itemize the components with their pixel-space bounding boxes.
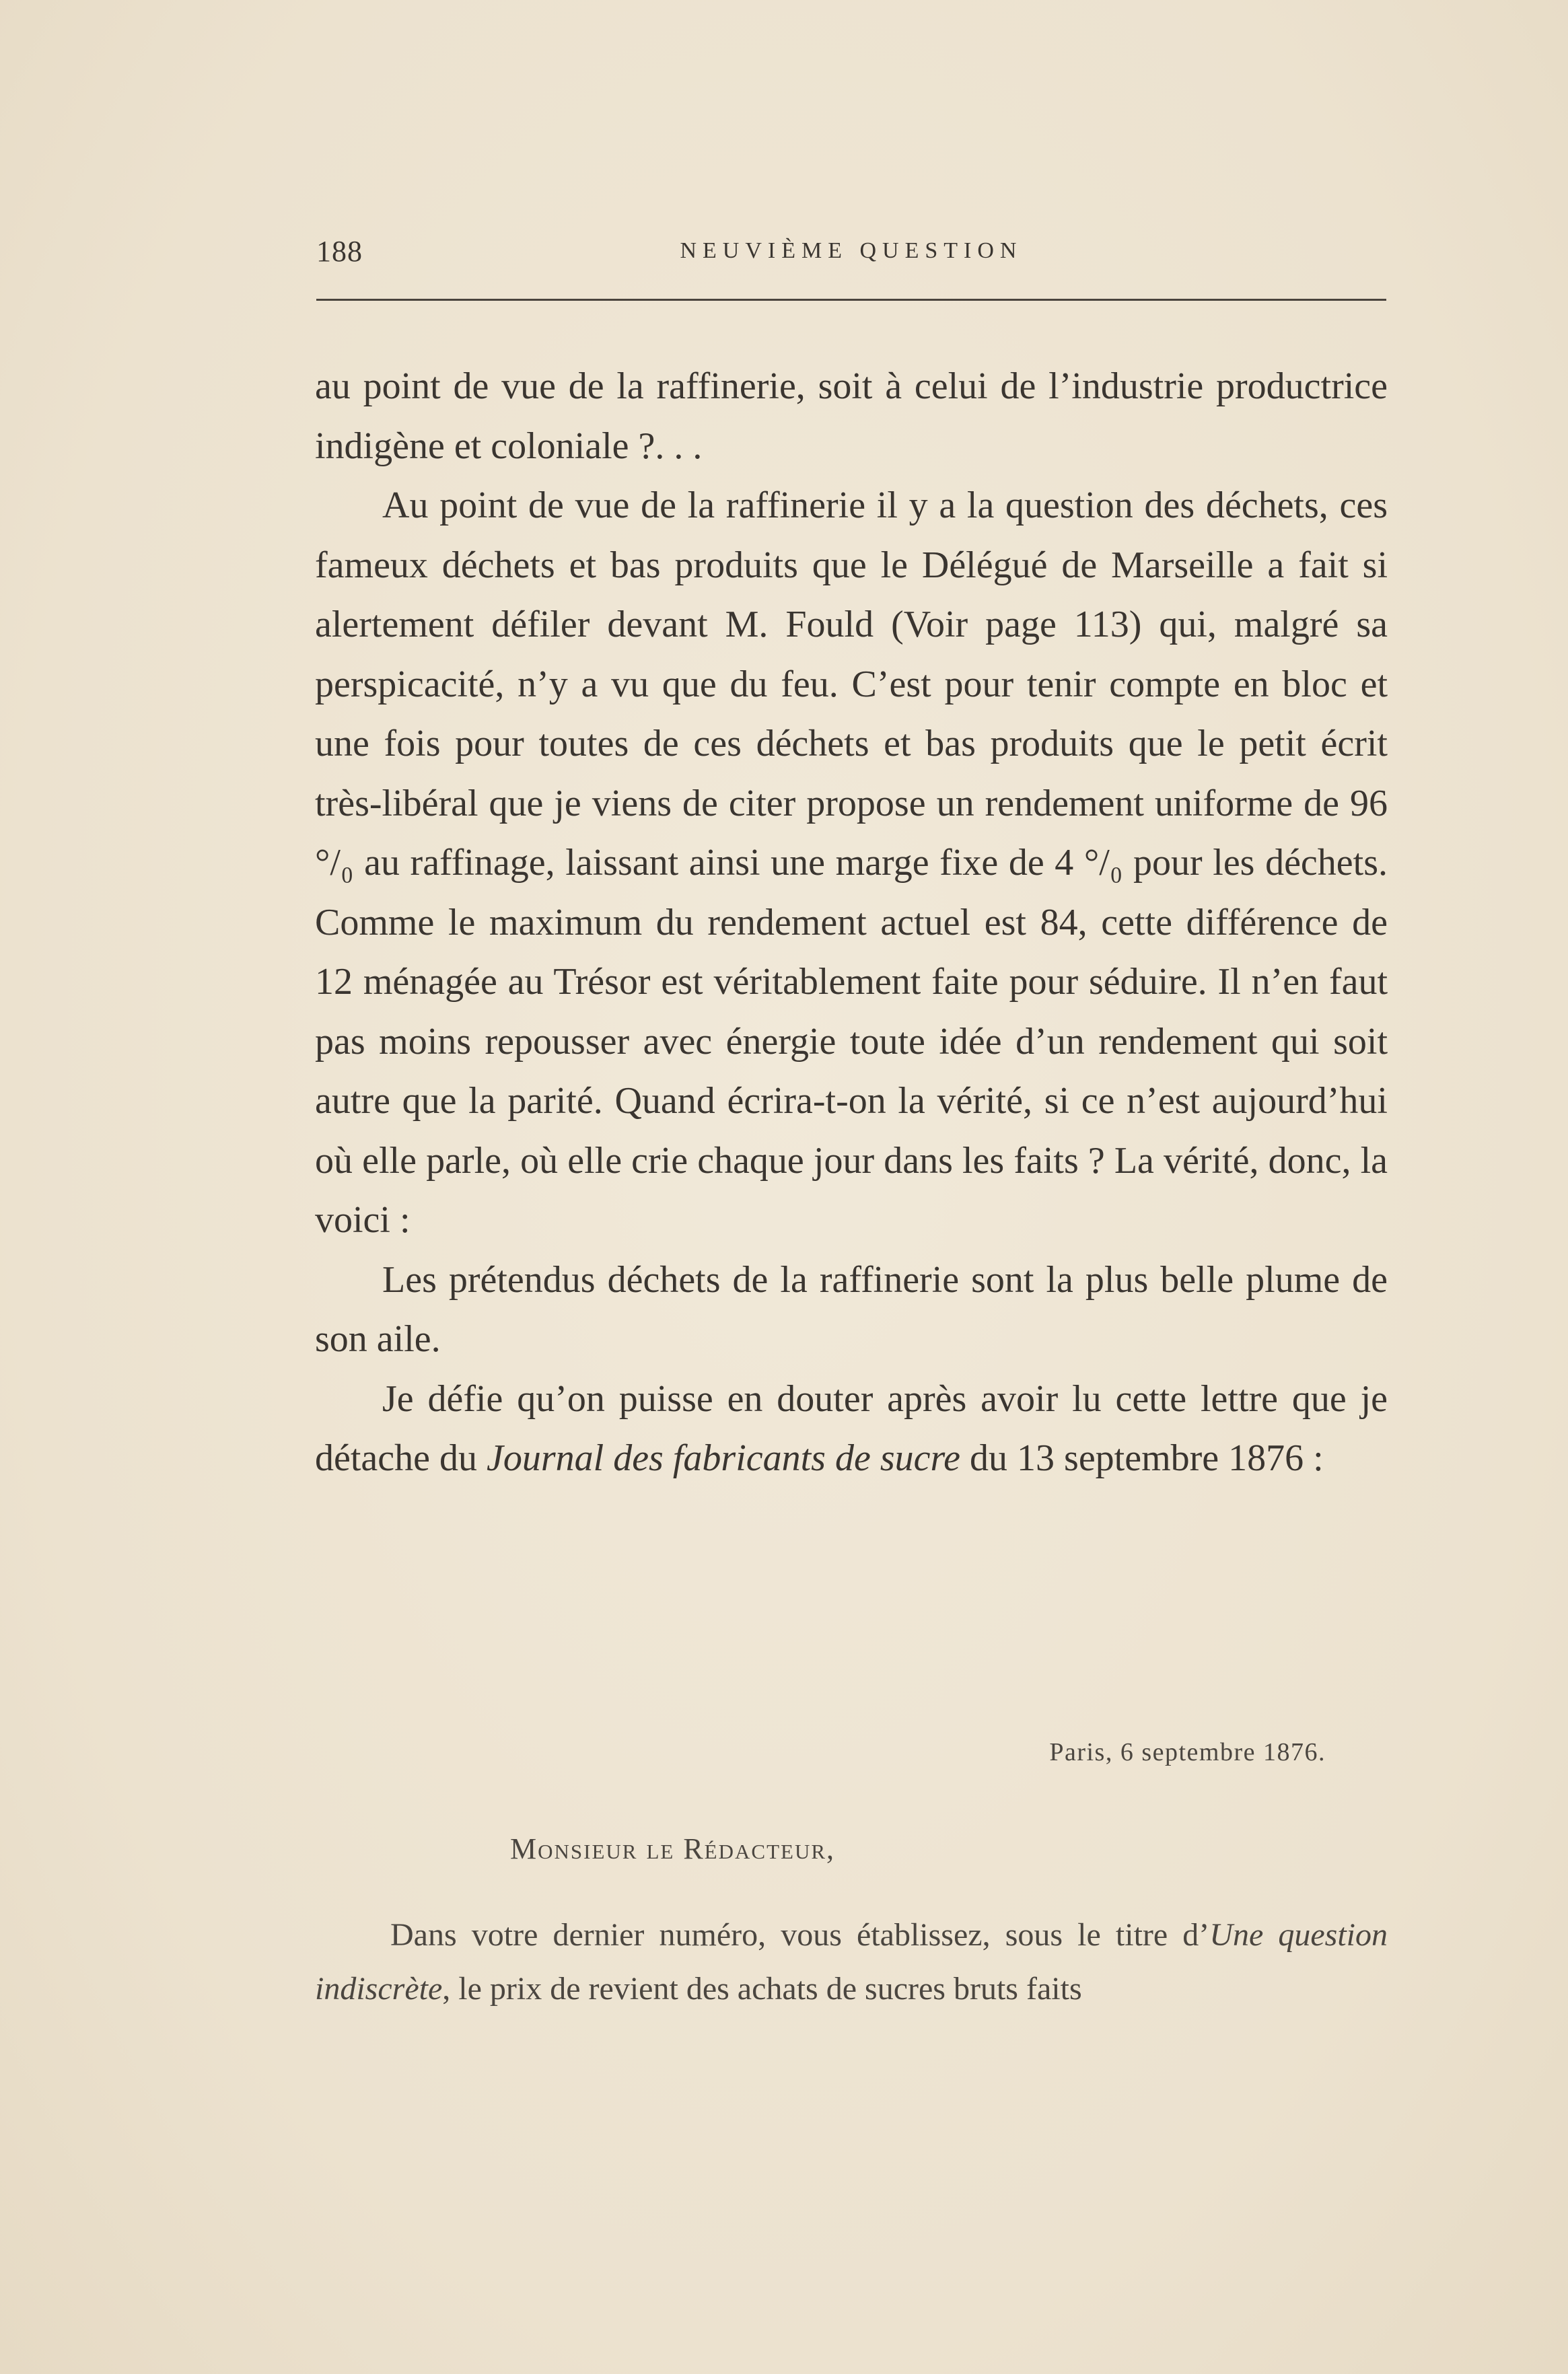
letter-intro-date: du 13 septembre 1876 : (960, 1437, 1324, 1479)
quoted-letter (315, 0, 1388, 2374)
paragraph-thesis: Les prétendus déchets de la raffinerie sont la plus belle plume de son aile. (315, 1258, 1388, 1360)
running-head: NEUVIÈME QUESTION (680, 238, 1023, 263)
paragraph-continuation: au point de vue de la raffinerie, soit à celui de l’industrie productrice indigène et coloniale ?. . . (315, 365, 1388, 467)
page-number: 188 (316, 235, 363, 268)
paragraph-refinery-waste: Au point de vue de la raffinerie il y a la question des déchets, ces fameux déchets et bas produits que le Délégué de Marseille a fait si alertement défiler devant M. Fould (Voir page 113) qui, malgré sa perspicacité, n’y a vu que du feu. C’est pour tenir compte en bloc et une fois pour toutes de ces déchets et bas produits que le petit écrit très-libéral que je viens de citer propose un rendement uniforme de 96 °/₀ au raffinage, laissant ainsi une marge fixe de 4 °/₀ pour les déchets. Comme le maximum du rendement actuel est 84, cette différence de 12 ménagée au Trésor est véritablement faite pour séduire. Il n’en faut pas moins repousser avec énergie toute idée d’un rendement qui soit autre que la parité. Quand écrira-t-on la vérité, si ce n’est aujourd’hui où elle parle, où elle crie chaque jour dans les faits ? La vérité, donc, la voici : (315, 484, 1388, 1241)
journal-title: Journal des fabricants de sucre (486, 1437, 961, 1479)
letter-intro-text: Je défie qu’on puisse en douter après avoir lu cette lettre que je détache du (315, 1377, 1388, 1479)
letter-body-continuation: , le prix de revient des achats de sucres bruts faits (442, 1971, 1082, 2007)
letter-body-text: Dans votre dernier numéro, vous établissez, sous le titre d’ (390, 1917, 1210, 1953)
letter-dateline: Paris, 6 septembre 1876. (1049, 1738, 1326, 1766)
letter-salutation: Monsieur le Rédacteur, (510, 1832, 836, 1865)
letter-paragraph (315, 1908, 1388, 2016)
article-title: Une question indiscrète (315, 1917, 1388, 2007)
letter-body (315, 1908, 1388, 2016)
